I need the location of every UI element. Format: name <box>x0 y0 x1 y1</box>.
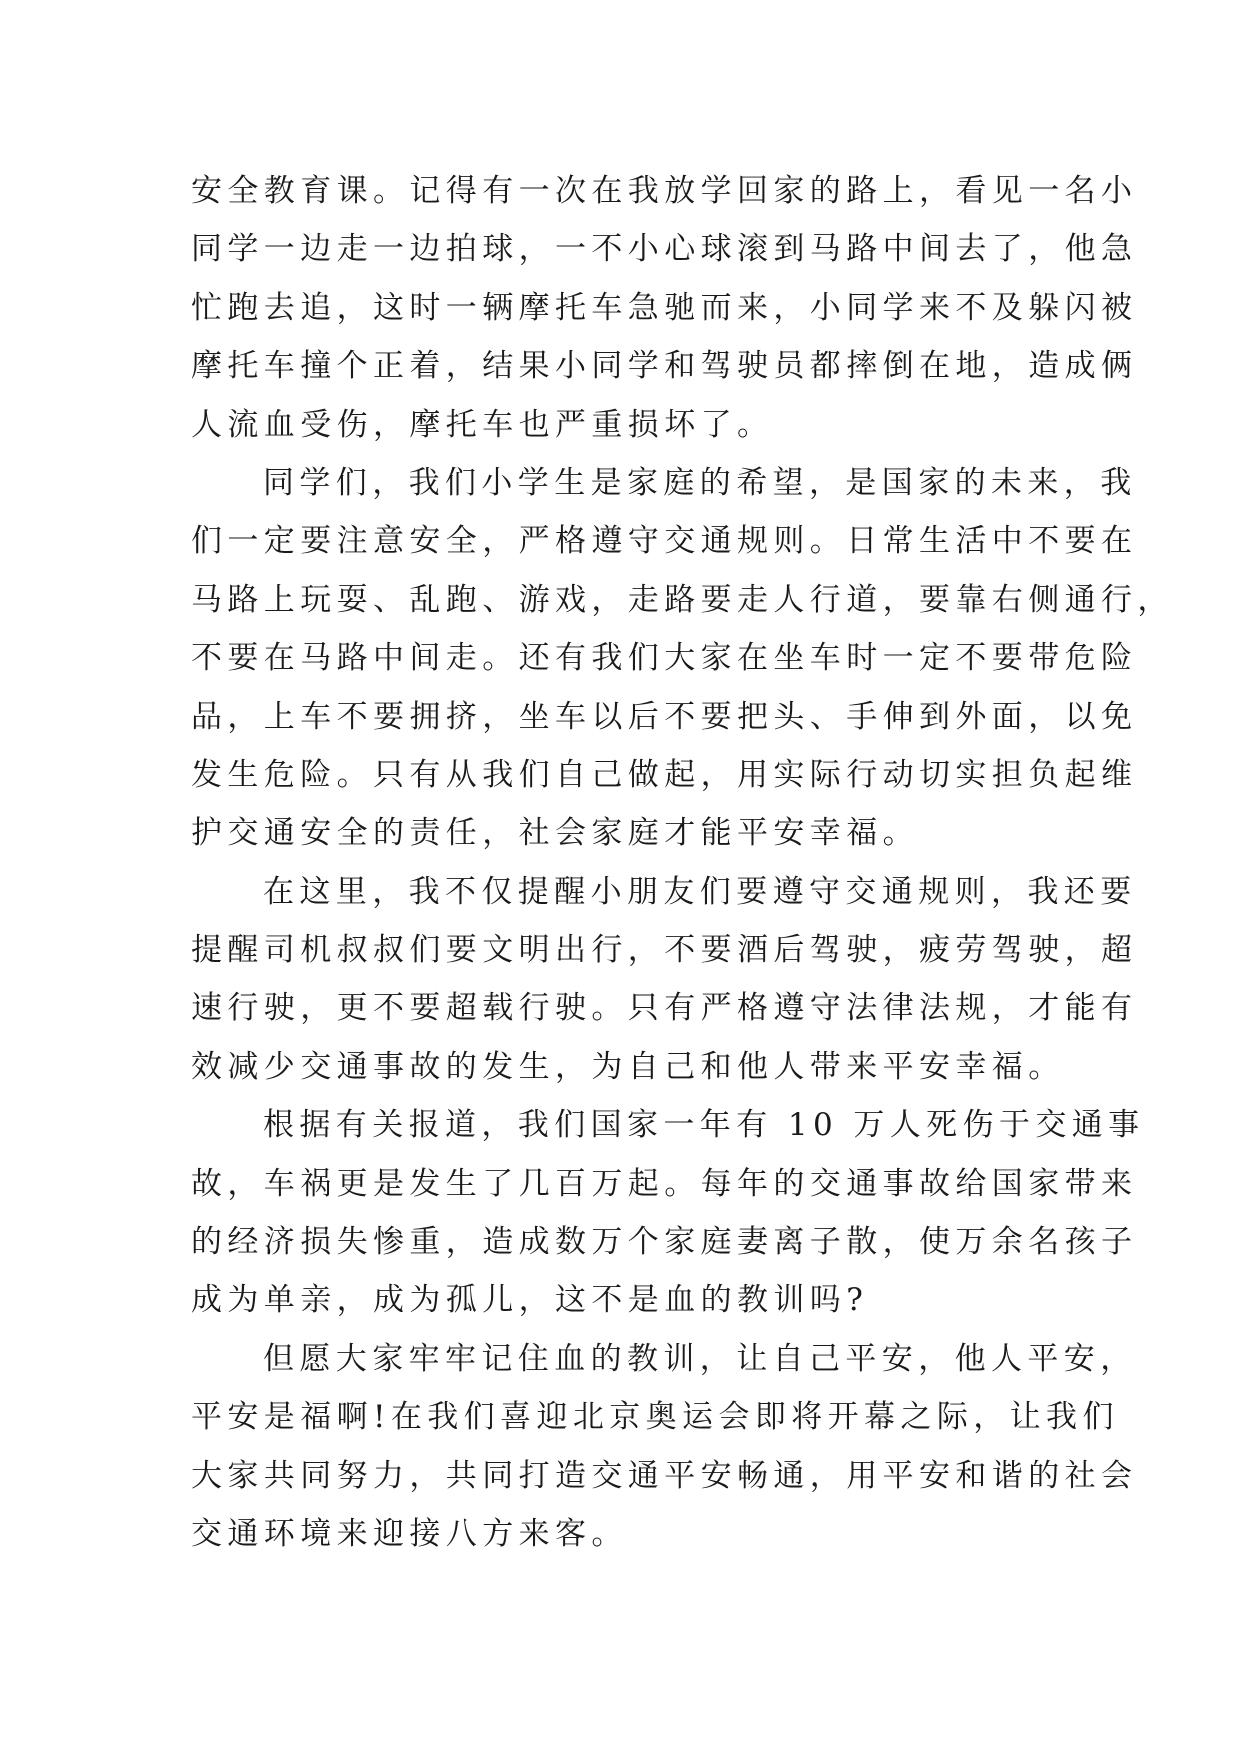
text-line: 马路上玩耍、乱跑、游戏，走路要走人行道，要靠右侧通行， <box>191 581 1174 618</box>
text-line: 大家共同努力，共同打造交通平安畅通，用平安和谐的社会 <box>191 1457 1138 1494</box>
paragraph-first-line: 根据有关报道，我们国家一年有 10 万人死伤于交通事 <box>263 1107 1145 1144</box>
text-line: 提醒司机叔叔们要文明出行，不要酒后驾驶，疲劳驾驶，超 <box>191 932 1138 969</box>
text-line: 同学一边走一边拍球，一不小心球滚到马路中间去了，他急 <box>191 231 1138 268</box>
text-line: 忙跑去追，这时一辆摩托车急驰而来，小同学来不及躲闪被 <box>191 289 1138 326</box>
paragraph-first-line: 同学们，我们小学生是家庭的希望，是国家的未来，我 <box>263 464 1137 501</box>
text-line: 不要在马路中间走。还有我们大家在坐车时一定不要带危险 <box>191 640 1138 677</box>
text-line: 平安是福啊!在我们喜迎北京奥运会即将开幕之际，让我们 <box>191 1399 1119 1436</box>
text-line: 速行驶，更不要超载行驶。只有严格遵守法律法规，才能有 <box>191 990 1138 1027</box>
text-line: 品，上车不要拥挤，坐车以后不要把头、手伸到外面，以免 <box>191 698 1138 735</box>
text-line: 人流血受伤，摩托车也严重损坏了。 <box>191 406 774 443</box>
text-line: 护交通安全的责任，社会家庭才能平安幸福。 <box>191 815 919 852</box>
text-line: 发生危险。只有从我们自己做起，用实际行动切实担负起维 <box>191 756 1138 793</box>
text-line: 成为单亲，成为孤儿，这不是血的教训吗? <box>191 1282 869 1319</box>
text-line: 的经济损失惨重，造成数万个家庭妻离子散，使万余名孩子 <box>191 1224 1138 1261</box>
paragraph-first-line: 在这里，我不仅提醒小朋友们要遵守交通规则，我还要 <box>263 873 1137 910</box>
paragraph-first-line: 但愿大家牢牢记住血的教训，让自己平安，他人平安， <box>263 1340 1137 1377</box>
text-line: 交通环境来迎接八方来客。 <box>191 1515 628 1552</box>
text-line: 故，车祸更是发生了几百万起。每年的交通事故给国家带来 <box>191 1165 1138 1202</box>
text-line: 安全教育课。记得有一次在我放学回家的路上，看见一名小 <box>191 173 1138 209</box>
text-line: 摩托车撞个正着，结果小同学和驾驶员都摔倒在地，造成俩 <box>191 348 1138 385</box>
text-line: 们一定要注意安全，严格遵守交通规则。日常生活中不要在 <box>191 523 1138 560</box>
body-text <box>191 162 1174 1563</box>
text-line: 效减少交通事故的发生，为自己和他人带来平安幸福。 <box>191 1048 1065 1085</box>
